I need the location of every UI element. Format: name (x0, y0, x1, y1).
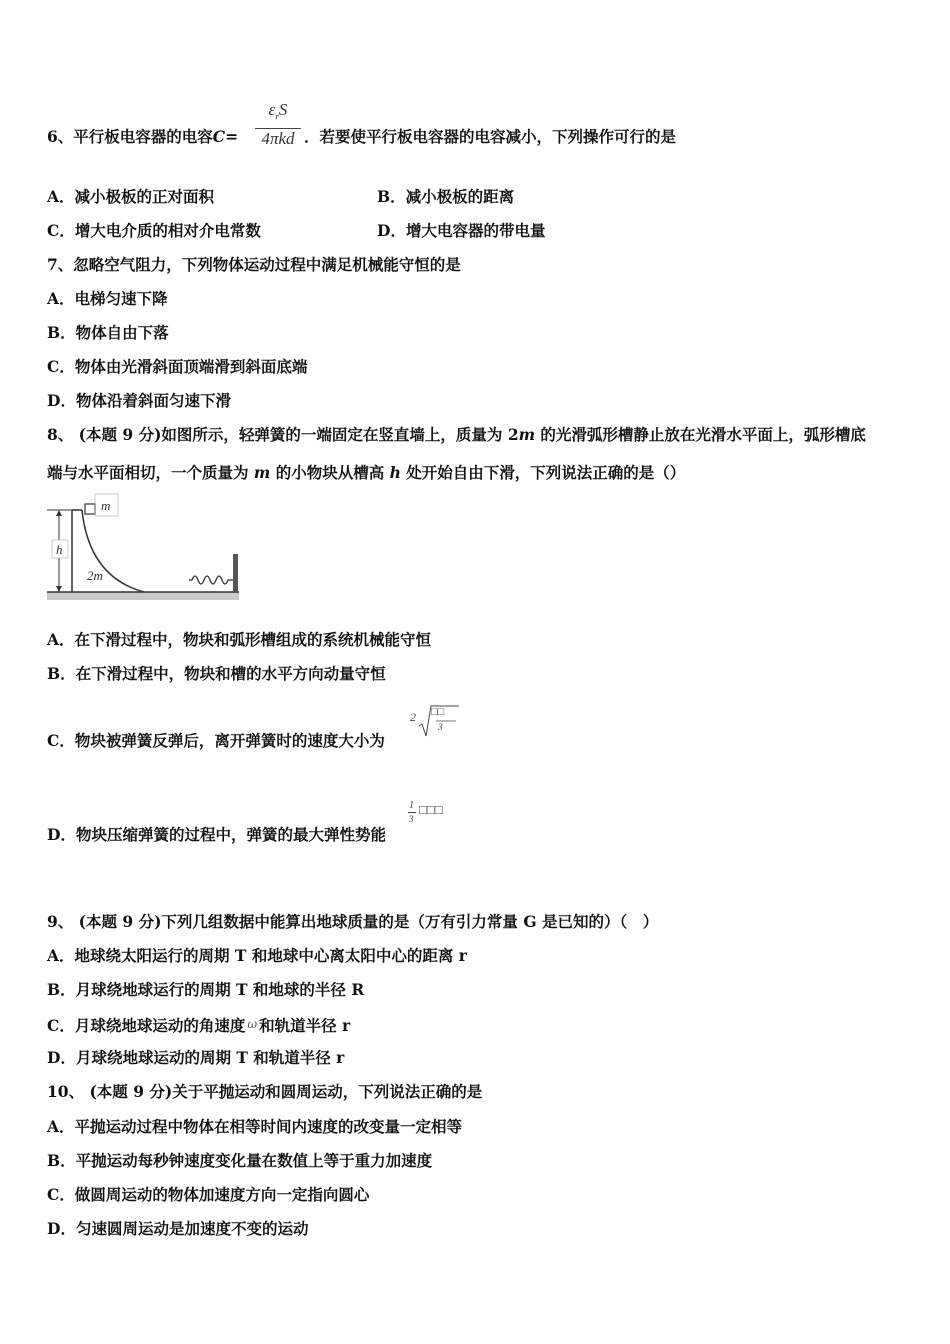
q9-option-c[interactable]: C．月球绕地球运动的角速度 ω 和轨道半径 r (47, 1016, 351, 1035)
q6-stem: 6、平行板电容器的电容C= (47, 127, 239, 146)
q8-stem-line1: 8、 (本题 9 分)如图所示，轻弹簧的一端固定在竖直墙上，质量为 2m 的光滑弧形槽静止放在光滑水平面上，弧形槽底 (47, 425, 866, 444)
spring (192, 576, 233, 584)
q10-option-c[interactable]: C．做圆周运动的物体加速度方向一定指向圆心 (47, 1185, 370, 1204)
q6-option-b[interactable]: B．减小极板的距离 (377, 187, 515, 206)
q9-option-b[interactable]: B．月球绕地球运行的周期 T 和地球的半径 R (47, 980, 365, 999)
q7-option-d[interactable]: D．物体沿着斜面匀速下滑 (47, 391, 231, 410)
q7-option-c[interactable]: C．物体由光滑斜面顶端滑到斜面底端 (47, 357, 308, 376)
q6-capacitance-formula (255, 100, 301, 149)
q9-option-d[interactable]: D．月球绕地球运动的周期 T 和轨道半径 r (47, 1048, 345, 1067)
q10-option-a[interactable]: A．平抛运动过程中物体在相等时间内速度的改变量一定相等 (47, 1117, 463, 1136)
label-2m: 2m (87, 568, 103, 583)
block-m (85, 504, 95, 514)
label-m: m (101, 498, 111, 513)
q10-option-b[interactable]: B．平抛运动每秒钟速度变化量在数值上等于重力加速度 (47, 1151, 433, 1170)
q6-option-a[interactable]: A．减小极板的正对面积 (47, 187, 215, 206)
q6-stem-suffix: ．若要使平行板电容器的电容减小，下列操作可行的是 (304, 127, 677, 146)
ground-hatch (47, 592, 239, 600)
label-h: h (56, 542, 63, 557)
q8-figure (44, 492, 244, 604)
q8-option-c[interactable]: C．物块被弹簧反弹后，离开弹簧时的速度大小为 (47, 731, 385, 750)
q8-option-d[interactable]: D．物块压缩弹簧的过程中，弹簧的最大弹性势能 (47, 825, 386, 844)
q10-stem: 10、 (本题 9 分)关于平抛运动和圆周运动，下列说法正确的是 (47, 1082, 483, 1101)
q6-c-var: C (212, 127, 226, 146)
q6-formula-denominator: 4πkd (261, 129, 295, 149)
q6-option-c[interactable]: C．增大电介质的相对介电常数 (47, 221, 261, 240)
q6-formula-numerator: $\varepsilon_rS$ (268, 100, 288, 122)
q7-stem: 7、忽略空气阻力，下列物体运动过程中满足机械能守恒的是 (47, 255, 461, 274)
q8-stem-line2: 端与水平面相切，一个质量为 m 的小物块从槽高 h 处开始自由下滑，下列说法正确的是（） (47, 463, 686, 482)
omega-symbol: ω (247, 1017, 258, 1031)
q6-option-d[interactable]: D．增大电容器的带电量 (377, 221, 546, 240)
q10-option-d[interactable]: D．匀速圆周运动是加速度不变的运动 (47, 1219, 309, 1238)
q9-option-a[interactable]: A．地球绕太阳运行的周期 T 和地球中心离太阳中心的距离 r (47, 946, 467, 965)
q8-option-a[interactable]: A．在下滑过程中，物块和弧形槽组成的系统机械能守恒 (47, 630, 432, 649)
q8-option-b[interactable]: B．在下滑过程中，物块和槽的水平方向动量守恒 (47, 664, 386, 683)
wall (233, 554, 238, 592)
q9-stem: 9、 (本题 9 分)下列几组数据中能算出地球质量的是（万有引力常量 G 是已知的）（ ） (47, 912, 659, 931)
q7-option-b[interactable]: B．物体自由下落 (47, 323, 169, 342)
q7-option-a[interactable]: A．电梯匀速下降 (47, 289, 168, 308)
